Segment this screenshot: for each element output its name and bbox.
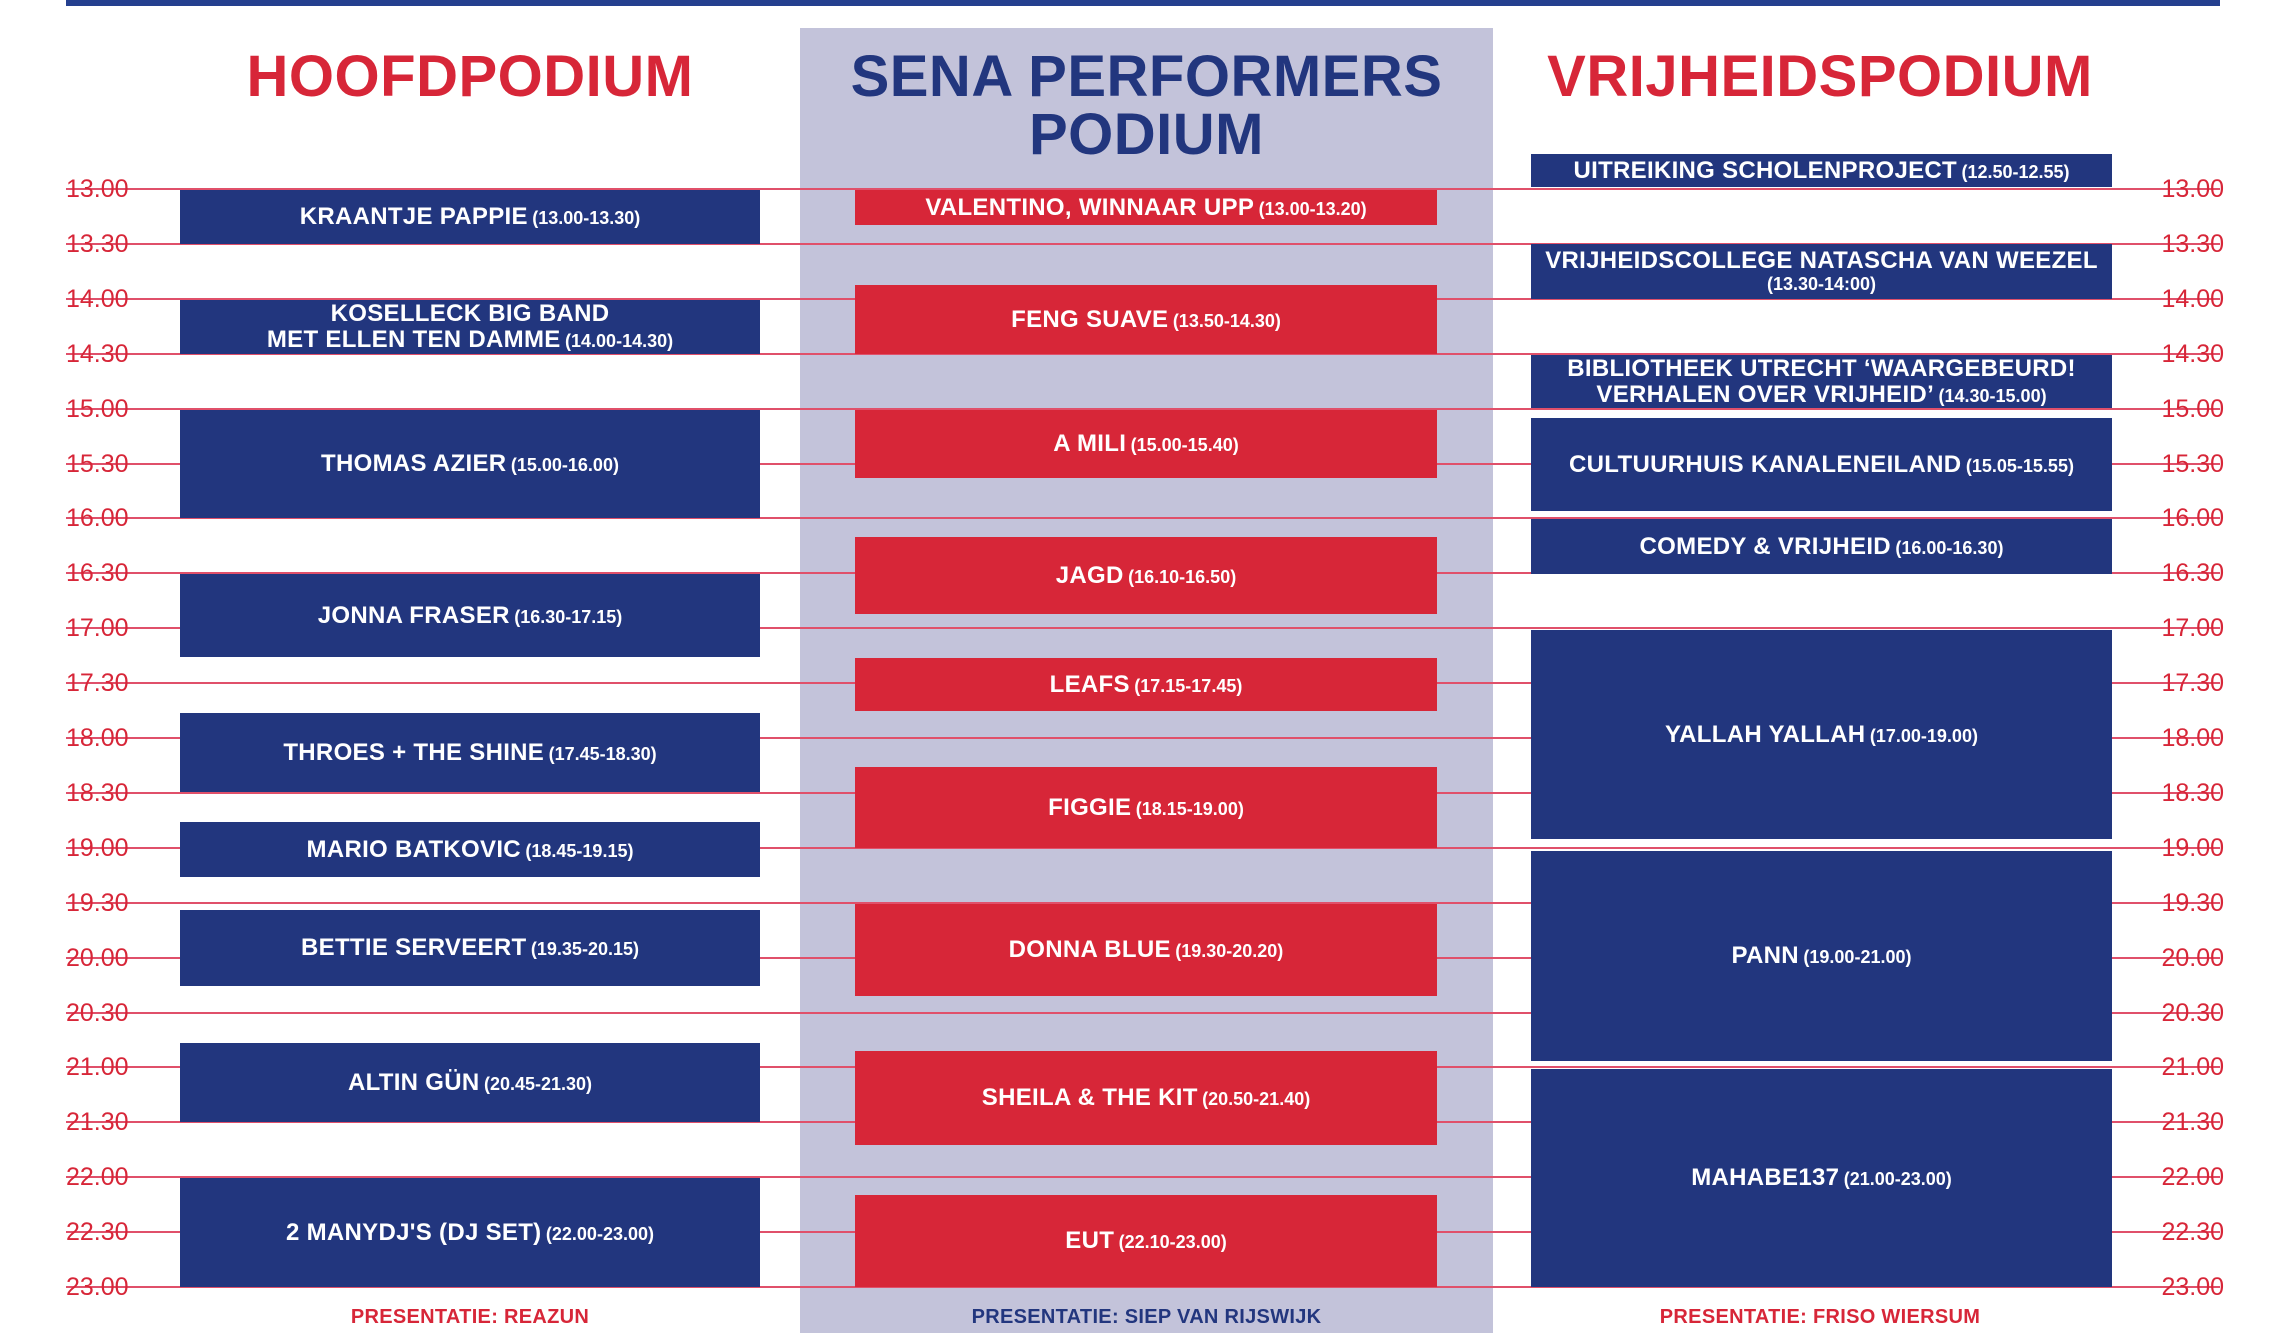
stage-title-line-2: PODIUM [1029,102,1264,167]
act-name-2: VERHALEN OVER VRIJHEID’ [1596,380,1935,408]
act-time: (21.00-23.00) [1843,1169,1952,1189]
act-name: 2 MANYDJ'S (DJ SET) [286,1218,542,1246]
act-block[interactable] [855,190,1437,225]
act-time: (16.30-17.15) [514,606,623,627]
act-time: (13.50-14.30) [1172,310,1281,331]
act-time: (16.00-16.30) [1895,537,2004,558]
act-block[interactable] [180,190,760,244]
act-time: (19.30-20.20) [1175,941,1284,961]
act-time: (17.00-19.00) [1869,725,1978,746]
time-label-right: 19.30 [2161,888,2224,917]
act-name: SHEILA & THE KIT [981,1084,1198,1111]
time-label-left: 17.00 [66,614,129,643]
act-time: (15.00-15.40) [1130,435,1239,455]
time-label-left: 13.30 [66,229,129,258]
act-name: ALTIN GÜN [347,1068,480,1096]
act-time: (18.45-19.15) [525,840,634,861]
time-label-right: 21.00 [2161,1053,2224,1082]
time-label-right: 18.30 [2161,778,2224,807]
time-label-right: 21.30 [2161,1108,2224,1137]
act-name: FIGGIE [1048,793,1132,821]
time-label-right: 14.00 [2161,284,2224,313]
act-block[interactable] [1531,519,2112,574]
top-rule [66,0,2220,6]
act-block[interactable] [855,658,1437,711]
time-label-left: 14.30 [66,339,129,368]
act-time: (15.00-16.00) [510,455,619,475]
act-time: (13.00-13.30) [532,208,641,228]
stage-title-sena-performers [800,44,1493,167]
act-block[interactable] [1531,1069,2112,1287]
act-block[interactable] [180,410,760,518]
act-block[interactable] [855,285,1437,354]
act-name: LEAFS [1049,670,1130,698]
time-label-left: 16.30 [66,559,129,588]
time-label-left: 20.00 [66,943,129,972]
act-name: COMEDY & VRIJHEID [1639,532,1891,560]
act-name-2: MET ELLEN TEN DAMME [266,326,561,353]
time-label-left: 19.00 [66,833,129,862]
time-label-right: 13.30 [2161,229,2224,258]
act-block[interactable] [855,904,1437,996]
act-name: JAGD [1055,561,1124,589]
time-label-left: 18.00 [66,724,129,752]
act-block[interactable] [1531,355,2112,408]
act-block[interactable] [180,910,760,986]
time-label-left: 13.00 [66,175,129,203]
act-block[interactable] [180,574,760,657]
act-block[interactable] [855,537,1437,614]
act-block[interactable] [180,300,760,354]
act-name: FENG SUAVE [1011,305,1169,333]
act-block[interactable] [180,822,760,877]
presentation-hoofdpodium: PRESENTATIE: REAZUN [350,1306,590,1328]
act-name: JONNA FRASER [317,601,510,629]
act-name: PANN [1731,942,1799,969]
act-time: (19.00-21.00) [1803,947,1912,967]
stage-title-vrijheidspodium: VRIJHEIDSPODIUM [1547,44,2093,109]
act-time: (13.00-13.20) [1258,198,1367,219]
time-label-right: 17.30 [2161,669,2224,698]
act-block[interactable] [855,410,1437,478]
act-name: CULTUURHUIS KANALENEILAND [1569,450,1962,478]
act-name: VALENTINO, WINNAAR UPP [925,193,1255,221]
time-label-right: 16.30 [2161,559,2224,588]
act-name: MAHABE137 [1691,1164,1840,1191]
time-label-right: 20.00 [2161,943,2224,972]
act-time: (18.15-19.00) [1135,798,1244,819]
time-label-left: 22.00 [66,1163,129,1192]
act-name: A MILI [1053,430,1127,457]
act-name: THOMAS AZIER [321,450,507,477]
time-label-left: 18.30 [66,778,129,807]
act-time: (17.15-17.45) [1134,675,1243,696]
time-label-right: 16.00 [2161,504,2224,533]
act-time: (22.00-23.00) [545,1223,654,1244]
presentation-sena-performers: PRESENTATIE: SIEP VAN RIJSWIJK [971,1306,1322,1328]
act-time: (19.35-20.15) [530,939,639,959]
time-label-right: 14.30 [2161,339,2224,368]
act-block[interactable] [855,1195,1437,1287]
act-name: VRIJHEIDSCOLLEGE NATASCHA VAN WEEZEL [1545,247,2098,274]
act-block[interactable] [1531,418,2112,511]
time-label-left: 19.30 [66,888,129,917]
act-time: (17.45-18.30) [548,743,657,764]
time-label-left: 21.00 [66,1053,129,1082]
act-block[interactable] [1531,630,2112,839]
act-block[interactable] [1531,154,2112,187]
time-label-left: 23.00 [66,1273,129,1301]
act-time: (22.10-23.00) [1118,1232,1227,1252]
act-block[interactable] [180,1043,760,1122]
act-block[interactable] [180,1178,760,1287]
act-name: DONNA BLUE [1008,936,1171,963]
time-label-right: 22.30 [2161,1218,2224,1247]
act-name: KRAANTJE PAPPIE [299,203,528,230]
act-block[interactable] [180,713,760,792]
time-label-left: 21.30 [66,1108,129,1137]
act-time: (16.10-16.50) [1128,566,1237,587]
time-label-left: 16.00 [66,504,129,533]
time-label-right: 19.00 [2161,833,2224,862]
act-block[interactable] [855,1051,1437,1145]
act-block[interactable] [1531,851,2112,1061]
time-label-left: 22.30 [66,1218,129,1247]
act-time: (14.00-14.30) [565,331,674,351]
act-name: BIBLIOTHEEK UTRECHT ‘WAARGEBEURD! [1567,354,2076,382]
act-name: UITREIKING SCHOLENPROJECT [1573,156,1957,184]
time-label-right: 23.00 [2161,1273,2224,1301]
act-time: (14.30-15.00) [1938,385,2047,406]
act-time: (12.50-12.55) [1961,161,2070,182]
act-time: (15.05-15.55) [1965,455,2074,476]
act-name: BETTIE SERVEERT [301,934,527,961]
act-block[interactable] [1531,244,2112,299]
stage-title-hoofdpodium: HOOFDPODIUM [246,44,694,109]
time-label-left: 17.30 [66,669,129,698]
time-label-right: 22.00 [2161,1163,2224,1192]
time-label-right: 20.30 [2161,998,2224,1027]
time-label-right: 13.00 [2161,175,2224,203]
time-label-right: 18.00 [2161,724,2224,752]
time-label-right: 15.00 [2161,394,2224,423]
time-label-right: 15.30 [2161,449,2224,478]
act-name: EUT [1065,1227,1115,1254]
time-label-left: 15.30 [66,449,129,478]
presentation-vrijheidspodium: PRESENTATIE: FRISO WIERSUM [1659,1306,1981,1328]
time-label-left: 20.30 [66,998,129,1027]
stage-title-line-1: SENA PERFORMERS [850,44,1443,109]
act-block[interactable] [855,767,1437,848]
act-name: KOSELLECK BIG BAND [330,300,610,327]
act-time: (20.45-21.30) [483,1073,593,1094]
time-label-left: 15.00 [66,394,129,423]
time-label-right: 17.00 [2161,614,2224,643]
act-name: MARIO BATKOVIC [306,835,521,863]
act-name: THROES + THE SHINE [283,738,545,766]
time-label-left: 14.00 [66,284,129,313]
act-name: YALLAH YALLAH [1665,720,1866,748]
act-time: (20.50-21.40) [1202,1089,1311,1109]
act-time: (13.30-14:00) [1766,274,1877,294]
